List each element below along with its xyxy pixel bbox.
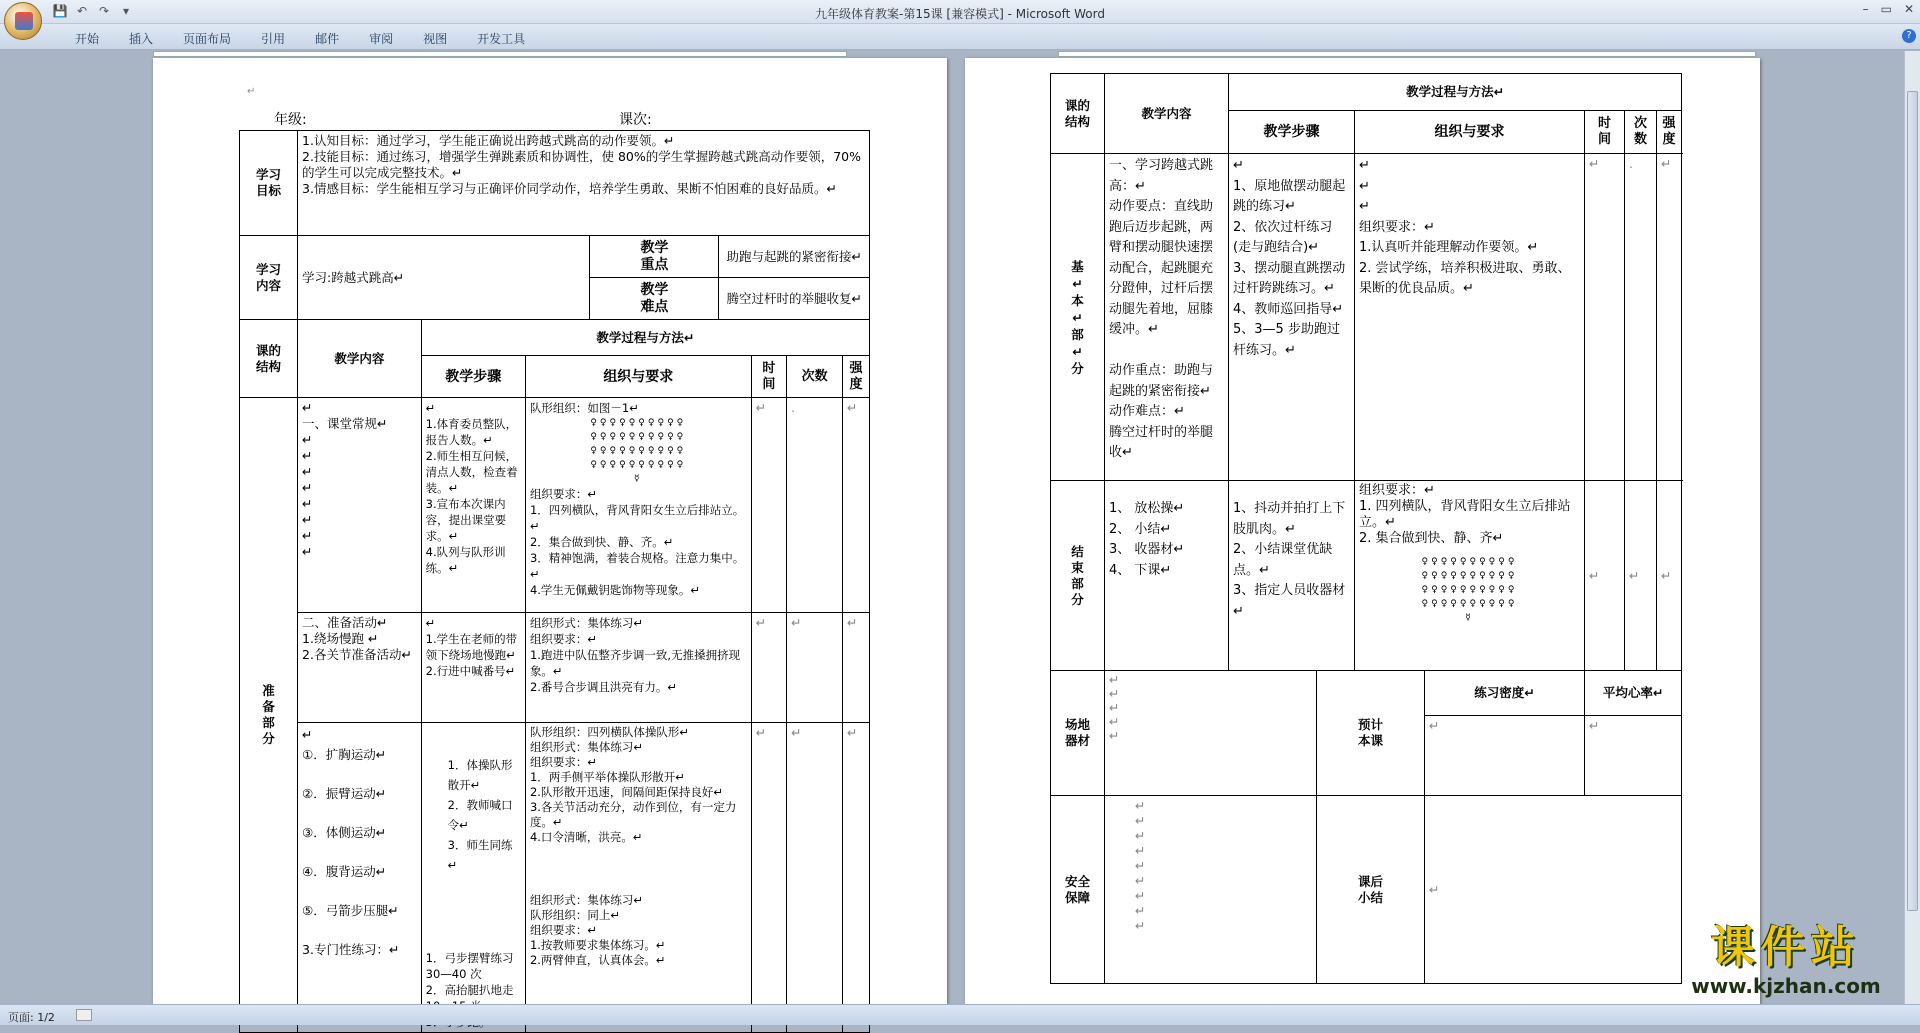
key-point: 助跑与起跳的紧密衔接↵: [719, 236, 870, 278]
safety-content: ↵ ↵ ↵ ↵ ↵ ↵ ↵ ↵ ↵: [1105, 796, 1317, 984]
count-cell: ↵: [787, 723, 843, 1033]
ending-content: 1、 放松操↵ 2、 小结↵ 3、 收器材↵ 4、 下课↵: [1105, 481, 1229, 671]
intensity-header: 强 度: [1657, 111, 1682, 154]
paragraph-mark: ↵: [247, 86, 256, 97]
steps-header: 教学步骤: [421, 356, 525, 398]
tab-page-layout[interactable]: 页面布局: [183, 32, 232, 46]
undo-icon[interactable]: ↶: [76, 4, 88, 18]
ending-organization: [1355, 481, 1585, 671]
exercise-steps-a: 1．体操队形散开↵ 2．教师喊口令↵ 3．师生同练↵: [447, 758, 513, 872]
lesson-plan-table-page-1: [239, 130, 870, 1033]
exercise-steps-b: 1．弓步摆臂练习 30—40 次 2．高抬腿扒地走: [425, 951, 514, 997]
routine-requirements: 组织要求：↵ 1．四列横队，背风背阳女生立后排站立。↵ 2．集合做到快、静、齐。↵ 3．精神饱满，着装合规格。注意力集中。↵ 4.学生无佩戴钥匙饰物等现象。↵: [529, 487, 745, 597]
watermark-title: 课件站: [1711, 922, 1861, 973]
organization-header: 组织与要求: [1355, 111, 1585, 154]
venue-label: 场地 器材: [1051, 671, 1105, 796]
save-icon[interactable]: 💾: [52, 4, 68, 18]
intensity-cell: ↵: [843, 613, 870, 723]
tab-references[interactable]: 引用: [261, 32, 286, 46]
time-cell: ↵: [751, 398, 786, 613]
lesson-number-label: 课次:: [619, 112, 652, 128]
count-cell: .: [787, 398, 843, 613]
ending-section-label: 结 束 部 分: [1051, 481, 1105, 671]
window-controls: [1863, 2, 1914, 16]
heart-rate-header: 平均心率↵: [1585, 671, 1682, 716]
learning-content: 学习:跨越式跳高↵: [298, 236, 590, 320]
tab-home[interactable]: 开始: [75, 32, 100, 46]
watermark-url: www.kjzhan.com: [1691, 974, 1881, 998]
tab-view[interactable]: 视图: [423, 32, 448, 46]
organization-header: 组织与要求: [525, 356, 751, 398]
formation-diagram-1: ♀♀♀♀♀♀♀♀♀♀ ♀♀♀♀♀♀♀♀♀♀ ♀♀♀♀♀♀♀♀♀♀ ♀♀♀♀♀♀♀♀♀♀ ☿: [590, 418, 687, 484]
warmup-organization: 组织形式：集体练习↵ 组织要求：↵ 1.跑进中队伍整齐步调一致,无推搡拥挤现象。↵ 2.番号合步调且洪亮有力。↵: [525, 613, 751, 723]
joint-exercises-organization: [525, 723, 751, 1033]
title-bar: [0, 0, 1920, 24]
customize-qat-icon[interactable]: ▾: [122, 4, 130, 18]
basic-steps: ↵ 1、原地做摆动腿起跳的练习↵ 2、依次过杆练习(走与跑结合)↵ 3、摆动腿直跳摆动过杆跨跳练习。↵ 4、教师巡回指导↵ 5、3—5 步助跑过杆练习。↵: [1229, 154, 1355, 481]
tab-developer[interactable]: 开发工具: [477, 32, 526, 46]
page-indicator[interactable]: 页面: 1/2: [8, 1011, 55, 1024]
goal-label: 学习 目标: [240, 131, 298, 236]
horizontal-ruler-left: [153, 51, 847, 57]
formation-caption: 队形组织：如图－1↵: [529, 401, 639, 415]
ribbon-tabs: [0, 24, 1920, 50]
steps-header: 教学步骤: [1229, 111, 1355, 154]
basic-section-label: 基 ↵ 本 ↵ 部 ↵ 分: [1051, 154, 1105, 481]
lesson-plan-table-page-2: [1050, 73, 1682, 984]
key-point-label: 教学 重点: [590, 236, 719, 278]
structure-label: 课的 结构: [240, 320, 298, 398]
structure-label: 课的 结构: [1051, 74, 1105, 154]
help-icon[interactable]: ?: [1902, 29, 1916, 43]
intensity-header: 强 度: [843, 356, 870, 398]
scrollbar-thumb[interactable]: [1907, 91, 1918, 911]
count-cell: .: [1625, 154, 1657, 481]
safety-label: 安全 保障: [1051, 796, 1105, 984]
content-column-header: 教学内容: [1105, 74, 1229, 154]
process-header: 教学过程与方法↵: [421, 320, 869, 356]
venue-content: ↵ ↵ ↵ ↵ ↵: [1105, 671, 1317, 796]
basic-organization: ↵ ↵ ↵ 组织要求：↵ 1.认真听并能理解动作要领。↵ 2. 尝试学练，培养积极进取、勇敢、果断的优良品质。↵: [1355, 154, 1585, 481]
routine-steps: ↵ 1.体育委员整队，报告人数。↵ 2.师生相互问候，清点人数，检查着装。↵ 3.宣布本次课内容，提出课堂要求。↵ 4.队列与队形训练。↵: [421, 398, 525, 613]
ending-steps: 1、抖动并拍打上下肢肌肉。↵ 2、小结课堂优缺点。↵ 3、指定人员收器材↵: [1229, 481, 1355, 671]
learning-goals: 1.认知目标：通过学习，学生能正确说出跨越式跳高的动作要领。↵ 2.技能目标：通过练习，增强学生弹跳素质和协调性，使 80%的学生掌握跨越式跳高动作要领，70%的学生可以完成完整技术。↵ 3.情感目标：学生能相互学习与正确评价同学动作，培养学生勇敢、果断不怕困难的良好品质。↵: [298, 131, 870, 236]
process-header: 教学过程与方法↵: [1229, 74, 1682, 111]
basic-content: 一、学习跨越式跳高：↵ 动作要点：直线助跑后迈步起跳，两臂和摆动腿快速摆动配合，起跳腿充分蹬伸，过杆后摆动腿先着地，屈膝缓冲。↵ 动作重点：助跑与起跳的紧密衔接↵ 动作难点：↵ 腾空过杆时的举腿收↵: [1105, 154, 1229, 481]
warmup-steps: ↵ 1.学生在老师的带领下绕场地慢跑↵ 2.行进中喊番号↵: [421, 613, 525, 723]
intensity-cell: ↵: [1657, 481, 1682, 671]
vertical-scrollbar[interactable]: [1904, 51, 1920, 1004]
ending-requirements: 组织要求：↵ 1. 四列横队，背风背阳女生立后排站立。↵ 2. 集合做到快、静、齐↵: [1359, 483, 1571, 546]
content-label: 学习 内容: [240, 236, 298, 320]
tab-mailings[interactable]: 邮件: [315, 32, 340, 46]
redo-icon[interactable]: ↷: [98, 4, 110, 18]
heart-rate-value: ↵: [1585, 716, 1682, 796]
formation-diagram-2: ♀♀♀♀♀♀♀♀♀♀ ♀♀♀♀♀♀♀♀♀♀ ♀♀♀♀♀♀♀♀♀♀ ♀♀♀♀♀♀♀♀♀♀ ☿: [1421, 557, 1518, 623]
practice-density-value: ↵: [1425, 716, 1585, 796]
exercise-requirements-b: 组织形式：集体练习↵ 队形组织：同上↵ 组织要求：↵ 1.按教师要求集体练习。↵ 2.两臂伸直，认真体会。↵: [529, 893, 666, 967]
count-header: 次 数: [1625, 111, 1657, 154]
routine-organization: [525, 398, 751, 613]
joint-exercises-content: ↵ ①．扩胸运动↵ ②．振臂运动↵ ③．体侧运动↵ ④．腹背运动↵ ⑤．弓箭步压腿↵ 3.专门性练习：↵: [298, 723, 422, 1033]
status-bar: [0, 1004, 1920, 1025]
summary-content: ↵: [1425, 796, 1682, 984]
maximize-icon[interactable]: ▭: [1880, 2, 1892, 16]
joint-exercises-steps: [421, 723, 525, 1033]
intensity-cell: ↵: [843, 723, 870, 1033]
minimize-icon[interactable]: –: [1862, 2, 1869, 16]
window-title: 九年级体育教案-第15课 [兼容模式] - Microsoft Word: [814, 7, 1105, 21]
tab-review[interactable]: 审阅: [369, 32, 394, 46]
count-cell: ↵: [1625, 481, 1657, 671]
time-cell: ↵: [751, 723, 786, 1033]
time-cell: ↵: [751, 613, 786, 723]
site-watermark: [1666, 922, 1906, 1002]
time-header: 时 间: [1585, 111, 1625, 154]
difficulty-label: 教学 难点: [590, 278, 719, 320]
macro-record-icon[interactable]: [76, 1009, 92, 1021]
practice-density-header: 练习密度↵: [1425, 671, 1585, 716]
difficulty: 腾空过杆时的举腿收复↵: [719, 278, 870, 320]
routine-content: ↵ 一、课堂常规↵ ↵ ↵ ↵ ↵ ↵ ↵ ↵ ↵: [298, 398, 422, 613]
time-cell: ↵: [1585, 481, 1625, 671]
office-logo-icon: [15, 12, 33, 30]
content-column-header: 教学内容: [298, 320, 422, 398]
intensity-cell: ↵: [1657, 154, 1682, 481]
tab-insert[interactable]: 插入: [129, 32, 154, 46]
count-header: 次数: [787, 356, 843, 398]
exercise-requirements-a: 队形组织：四列横队体操队形↵ 组织形式：集体练习↵ 组织要求：↵ 1．两手侧平举体操队形散开↵ 2.队形散开迅速，间隔间距保持良好↵ 3.各关节活动充分，动作到位，有一定力度。↵ 4.口令清晰，洪亮。↵: [529, 725, 737, 844]
horizontal-ruler-right: [1058, 51, 1756, 57]
planned-label: 预计 本课: [1317, 671, 1425, 796]
time-cell: ↵: [1585, 154, 1625, 481]
intensity-cell: ↵: [843, 398, 870, 613]
office-button[interactable]: [4, 2, 42, 40]
close-icon[interactable]: ✕: [1903, 2, 1914, 16]
count-cell: ↵: [787, 613, 843, 723]
warmup-content: 二、准备活动↵ 1.绕场慢跑 ↵ 2.各关节准备活动↵: [298, 613, 422, 723]
grade-label: 年级:: [274, 112, 307, 128]
preparation-section-label: 准 备 部 分: [240, 398, 298, 1033]
time-header: 时 间: [751, 356, 786, 398]
summary-label: 课后 小结: [1317, 796, 1425, 984]
